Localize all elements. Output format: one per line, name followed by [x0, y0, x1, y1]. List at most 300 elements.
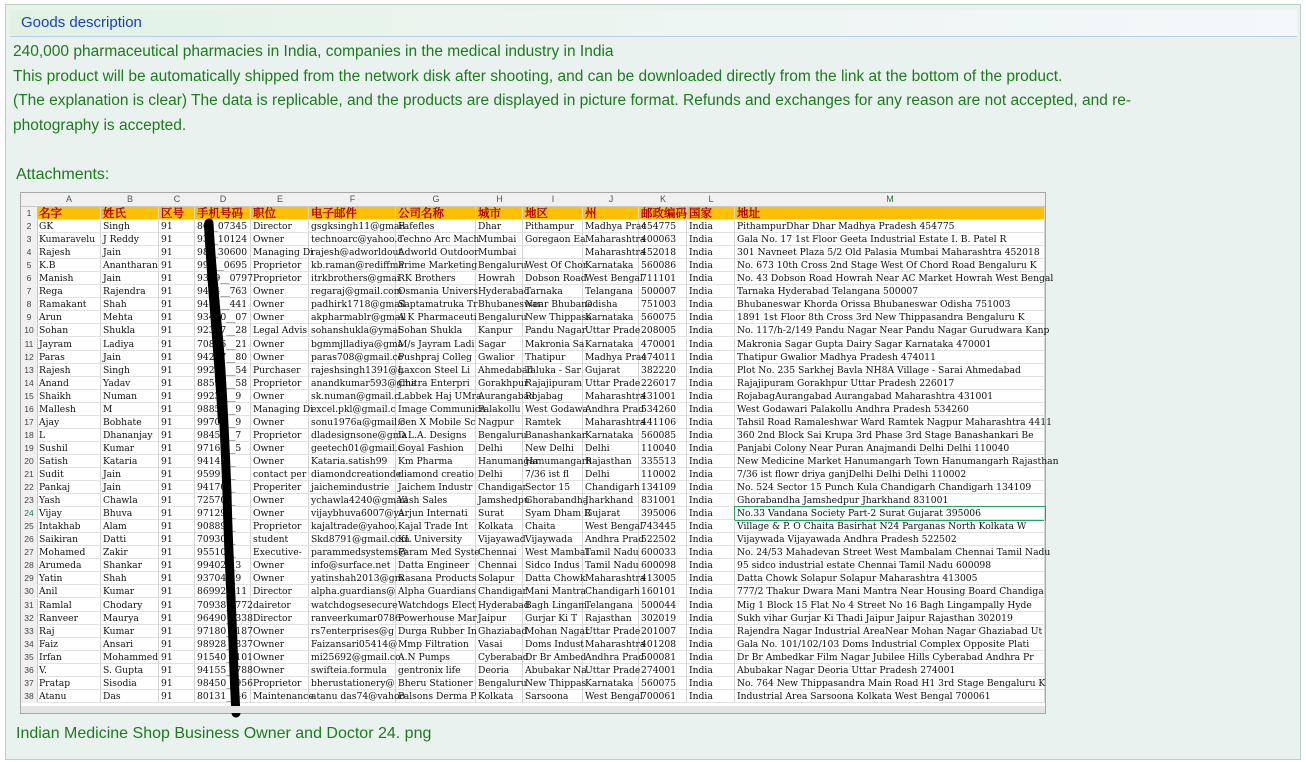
table-cell: India	[687, 481, 735, 494]
table-cell: Bhubaneswar	[478, 299, 542, 311]
table-cell: No. 764 New Thippasandra Main Road H1 3rd Stage Bengaluru K	[737, 677, 1046, 689]
table-cell: Owner	[251, 625, 309, 638]
table-cell: 91	[159, 259, 195, 272]
table-cell: Singh	[101, 364, 159, 377]
table-cell: Owner	[251, 559, 309, 572]
column-letter-e: E	[276, 194, 283, 204]
column-header-bar	[21, 193, 1045, 207]
table-cell: Karnataka	[583, 677, 639, 690]
table-cell: 470001	[639, 338, 687, 351]
table-cell: 500044	[639, 599, 687, 612]
table-cell: Ghorabandha	[525, 495, 589, 507]
table-cell: India	[687, 272, 735, 285]
table-cell: Purchaser	[251, 364, 309, 377]
table-row	[21, 220, 1045, 233]
table-cell: Chodary	[101, 599, 159, 612]
table-cell: 91	[159, 351, 195, 364]
table-cell: India	[687, 677, 735, 690]
table-cell: 91	[159, 533, 195, 546]
table-cell: Kumaravelu	[37, 233, 101, 246]
table-cell: Atanu	[37, 690, 101, 703]
table-cell: Goregaon Ea	[525, 234, 586, 246]
table-cell: Plot No. 235 Sarkhej Bavla NH8A Village - Sarai Ahmedabad	[735, 364, 1045, 377]
table-cell: 751003	[639, 298, 687, 311]
table-cell: Numan	[101, 390, 159, 403]
table-row	[21, 559, 1045, 572]
table-cell: No. 43 Dobson Road Howrah Near AC Market Howrah West Bengal	[737, 273, 1054, 285]
table-cell: Shah	[101, 298, 159, 311]
table-cell: 91	[159, 390, 195, 403]
row-number: 10	[21, 324, 38, 337]
table-cell: Osmania Univers	[398, 286, 479, 298]
table-cell: 88595__58	[195, 377, 251, 390]
table-cell: Mohamed	[37, 546, 101, 559]
row-number: 6	[21, 272, 38, 285]
table-cell: Jayram	[37, 338, 101, 351]
header-cell: 手机号码	[195, 207, 251, 220]
table-cell: Sector 15	[523, 481, 583, 494]
table-cell: Thatipur	[523, 351, 583, 364]
table-cell: kb.raman@rediffma	[311, 260, 404, 272]
table-cell: Watchdogs Elect	[398, 599, 476, 611]
row-number: 8	[21, 298, 38, 311]
table-cell: itrkbrothers@gmai	[311, 273, 400, 285]
table-row	[21, 246, 1045, 259]
table-cell: 96490__338	[197, 612, 253, 624]
table-cell: Telangana	[583, 285, 639, 298]
attachments-label: Attachments:	[16, 166, 110, 183]
table-cell: 91	[159, 585, 195, 598]
table-cell: 99702__9	[195, 416, 251, 429]
table-cell: Kumar	[101, 625, 159, 638]
table-cell: diamond creatio	[396, 468, 476, 481]
table-cell: 98__30600	[195, 246, 251, 259]
table-cell: Owner	[251, 416, 309, 429]
table-cell: Uttar Prade	[585, 625, 641, 637]
table-cell: India	[687, 520, 735, 533]
table-cell: 201007	[639, 625, 687, 638]
table-cell: 72570__	[195, 494, 251, 507]
table-cell: Kumar	[101, 585, 159, 598]
table-cell: Jain	[101, 246, 159, 259]
table-cell: Rajendra	[101, 285, 159, 298]
table-cell: Solapur	[476, 572, 523, 585]
table-cell: Chawla	[101, 494, 159, 507]
description-line: (The explanation is clear) The data is replicable, and the products are displayed in picture format. Refunds and exchanges for any reason are not accepted, and re-	[13, 92, 1132, 109]
table-cell: Maurya	[101, 612, 159, 625]
table-cell: alpha.guardians@	[311, 586, 396, 598]
table-cell: Jharkhand	[583, 494, 639, 507]
table-cell: 90889__	[195, 520, 251, 533]
table-cell: Village & P. O Chaita Basirhat N24 Parganas North Kolkata W	[735, 520, 1045, 533]
description-line: 240,000 pharmaceutical pharmacies in India, companies in the medical industry in India	[13, 43, 614, 60]
table-cell: Taluka - Sar	[523, 364, 583, 377]
table-cell: Sushil	[37, 442, 101, 455]
table-cell: 86992__11	[195, 585, 251, 598]
row-number: 3	[21, 233, 38, 246]
table-cell: Bagh Lingam	[525, 599, 587, 611]
table-cell: Yadav	[101, 377, 159, 390]
table-cell: India	[687, 638, 735, 651]
table-cell: 360 2nd Block Sai Krupa 3rd Phase 3rd Stage Banashankari Be	[735, 429, 1045, 442]
table-cell: India	[687, 585, 735, 598]
table-cell: Rajasthan	[583, 612, 639, 625]
table-cell: swifteia.formula	[309, 664, 396, 677]
table-cell: Kataria.satish99	[309, 455, 396, 468]
table-cell: 86__07345	[195, 220, 251, 233]
table-cell: gentronix life	[396, 664, 476, 677]
table-cell: India	[687, 572, 735, 585]
table-cell: Maharashtra	[585, 573, 646, 585]
table-row	[21, 442, 1045, 455]
table-cell: Yash Sales	[396, 494, 476, 507]
table-cell: Uttar Prade	[585, 377, 641, 389]
table-cell: 97180__187	[197, 625, 253, 637]
table-cell: Proprietor	[251, 377, 309, 390]
table-cell: Palsons Derma P	[398, 690, 477, 702]
table-row	[21, 364, 1045, 377]
table-cell: 401208	[639, 638, 687, 651]
table-cell: rs7enterprises@g	[309, 625, 396, 638]
table-cell: 95 sidco industrial estate Chennai Tamil Nadu 600098	[735, 559, 1045, 572]
table-cell: 98928__337	[197, 638, 253, 650]
table-cell: Proprietor	[251, 272, 309, 285]
table-cell: India	[687, 233, 735, 246]
table-cell: Skd8791@gmail.com	[311, 534, 410, 546]
table-row	[21, 612, 1045, 625]
table-cell: 301 Navneet Plaza 5/2 Old Palasia Mumbai Maharashtra 452018	[735, 246, 1045, 259]
table-cell: 91	[159, 403, 195, 416]
table-cell: Properiter	[251, 481, 309, 494]
table-cell: 91	[159, 455, 195, 468]
table-cell: Kumar	[101, 442, 159, 455]
table-row	[21, 572, 1045, 585]
table-cell: New Delhi	[523, 442, 583, 455]
table-cell: Cyberabad	[478, 651, 529, 663]
table-row	[21, 324, 1050, 337]
column-letter-g: G	[432, 194, 440, 204]
table-cell: Yash	[37, 494, 101, 507]
table-cell: parammedsystems@	[311, 547, 408, 559]
table-cell: India	[687, 246, 735, 259]
table-cell: 91	[159, 507, 195, 520]
table-cell: 452018	[639, 246, 687, 259]
table-cell: kajaltrade@yahoo.	[311, 521, 398, 533]
table-cell: Gwalior	[476, 351, 523, 364]
table-row	[21, 481, 1045, 494]
table-cell: Anantharan	[103, 260, 158, 272]
table-cell: 208005	[639, 324, 687, 337]
table-cell: 441106	[639, 416, 687, 429]
table-cell: 560075	[639, 311, 687, 324]
table-cell: 99232__9	[195, 390, 251, 403]
table-cell: 70930__	[195, 533, 251, 546]
row-number: 16	[21, 403, 38, 416]
header-cell: 邮政编码	[641, 206, 687, 220]
table-cell: Mehta	[101, 311, 159, 324]
table-cell: Legal Advis	[253, 325, 308, 337]
table-cell: 600098	[639, 559, 687, 572]
header-cell: 区号	[159, 207, 195, 220]
table-cell: Director	[251, 612, 309, 625]
table-cell: 474011	[639, 351, 687, 364]
row-number: 23	[21, 494, 38, 507]
table-row	[21, 546, 1051, 559]
table-cell: 335513	[639, 455, 687, 468]
table-cell: Maharashtra	[585, 390, 646, 402]
attachment-image-spreadsheet[interactable]	[20, 192, 1059, 714]
table-cell: Chaita	[523, 520, 583, 533]
table-row	[21, 338, 1045, 351]
table-cell: Hanumangar	[478, 455, 540, 467]
table-cell: Proprietor	[251, 677, 309, 690]
table-cell: Delhi	[476, 468, 523, 481]
table-cell: 98450__956	[197, 677, 253, 689]
column-letter-d: D	[219, 194, 227, 204]
table-cell: 94170__	[195, 481, 251, 494]
table-cell: RojabagAurangabad Aurangabad Maharashtra 431001	[735, 390, 1045, 403]
table-cell: Uttar Prade	[585, 325, 641, 337]
sheet-header-row	[21, 207, 1045, 220]
table-cell: 70938__772	[197, 599, 253, 611]
row-number: 29	[21, 572, 38, 585]
table-cell: sk.numan@gmail.c	[311, 390, 400, 402]
row-number: 20	[21, 455, 38, 468]
table-cell: Saptamatruka Tr	[398, 299, 478, 311]
table-cell: Chennai	[476, 559, 523, 572]
table-row	[21, 351, 1045, 364]
table-cell: Owner	[251, 351, 309, 364]
row-number: 38	[21, 690, 38, 703]
table-cell: ychawla4240@gmail	[311, 495, 408, 507]
table-row	[21, 507, 1045, 520]
table-cell: Howrah	[476, 272, 523, 285]
table-cell: Aurangabad	[478, 390, 535, 402]
table-cell: West Bengal	[585, 273, 643, 285]
table-cell: Fafefles	[396, 220, 476, 233]
table-cell: mi25692@gmail.co	[311, 651, 401, 663]
table-cell: Alpha Guardians	[398, 586, 476, 598]
table-cell: Pankaj	[37, 481, 101, 494]
row-number: 1	[21, 207, 38, 220]
table-cell: Zakir	[101, 546, 159, 559]
table-row	[21, 664, 1045, 677]
goods-description-body	[13, 40, 1298, 160]
table-cell: West Of Chor	[525, 260, 588, 272]
table-cell: KL University	[396, 533, 476, 546]
row-number: 5	[21, 259, 38, 272]
table-row	[21, 311, 1045, 324]
table-cell: 700061	[639, 690, 687, 703]
table-cell: Shah	[101, 572, 159, 585]
table-cell: Bobhate	[101, 416, 159, 429]
table-cell: India	[687, 559, 735, 572]
table-cell: Sidco Indus	[523, 559, 583, 572]
table-cell: S. Gupta	[101, 664, 159, 677]
table-cell: 274001	[639, 664, 687, 677]
table-cell: India	[687, 442, 735, 455]
table-cell: India	[687, 599, 735, 612]
table-cell: Labbek Haj UMra	[398, 390, 482, 402]
table-cell: 91	[159, 246, 195, 259]
table-cell: 91	[159, 546, 195, 559]
table-cell: Owner	[251, 298, 309, 311]
table-cell: Sohan	[37, 324, 101, 337]
table-cell: India	[687, 220, 735, 233]
table-cell: Sagar	[476, 338, 523, 351]
table-cell: Bheru Stationer	[396, 677, 476, 690]
table-cell: Owner	[251, 638, 309, 651]
table-cell: Vijaywada Vijayawada Andhra Pradesh 522502	[735, 533, 1045, 546]
table-cell: Sisodia	[101, 677, 159, 690]
table-cell: 99252__54	[195, 364, 251, 377]
table-cell: No. 673 10th Cross 2nd Stage West Of Chord Road Bengaluru K	[735, 259, 1045, 272]
table-cell: D.L.A. Designs	[396, 429, 476, 442]
table-row	[21, 416, 1052, 429]
table-cell: Owner	[251, 664, 309, 677]
table-row	[21, 272, 1054, 285]
table-cell: bgmmjlladiya@gma	[311, 338, 404, 350]
table-cell: Maharashtra	[585, 234, 646, 246]
table-cell: Chandigarh	[585, 482, 640, 494]
table-cell: Alam	[101, 520, 159, 533]
table-row	[21, 638, 1045, 651]
column-letter-h: H	[496, 194, 503, 204]
table-cell: Karnataka	[583, 429, 639, 442]
row-number: 9	[21, 311, 38, 324]
table-cell: Goyal Fashion	[396, 442, 476, 455]
table-cell: watchdogsesecure	[311, 599, 398, 611]
table-cell: Sukh vihar Gurjar Ki Thadi Jaipur Jaipur Rajasthan 302019	[735, 612, 1045, 625]
table-cell: 711101	[639, 272, 687, 285]
column-letter-k: K	[659, 194, 666, 204]
table-cell: student	[251, 533, 309, 546]
table-cell: 534260	[639, 403, 687, 416]
table-cell: Owner	[251, 442, 309, 455]
table-cell: Ghaziabad	[478, 625, 528, 637]
header-cell: 地区	[523, 207, 583, 220]
table-cell: Ghorabandha Jamshedpur Jharkhand 831001	[735, 494, 1045, 507]
table-cell: 97129__	[195, 507, 251, 520]
table-cell: Ansari	[101, 638, 159, 651]
table-cell: 400063	[639, 233, 687, 246]
table-cell: rajesh@adworldout	[311, 247, 403, 259]
table-cell: West Godawari Palakollu Andhra Pradesh 534260	[735, 403, 1045, 416]
header-cell: 姓氏	[101, 207, 159, 220]
table-cell: 600033	[639, 546, 687, 559]
table-cell: Proprietor	[251, 259, 309, 272]
table-cell: Banashankar	[525, 429, 587, 441]
table-cell: Owner	[251, 651, 309, 664]
table-cell: 91	[159, 416, 195, 429]
table-cell: 91	[159, 364, 195, 377]
row-number: 37	[21, 677, 38, 690]
table-row	[21, 690, 1045, 703]
table-cell: Ranveer	[37, 612, 101, 625]
table-cell: Owner	[251, 285, 309, 298]
table-cell: Karnataka	[583, 338, 639, 351]
table-cell: ranveerkumar0786	[311, 612, 401, 624]
column-letter-a: A	[65, 194, 72, 204]
row-number: 27	[21, 546, 38, 559]
column-letter-f: F	[349, 194, 356, 204]
table-cell: 500081	[639, 651, 687, 664]
table-cell: Vasai	[476, 638, 523, 651]
table-cell: Faiz	[37, 638, 101, 651]
table-cell: Abubakar Na	[525, 664, 587, 676]
table-cell: Telangana	[583, 599, 639, 612]
table-cell: 1891 1st Floor 8th Cross 3rd New Thippasandra Bengaluru K	[735, 311, 1045, 324]
header-cell: 城市	[476, 207, 523, 220]
table-cell: Deoria	[476, 664, 523, 677]
table-cell	[523, 246, 583, 259]
table-cell: Mallesh	[37, 403, 101, 416]
table-cell: Ramtek	[523, 416, 583, 429]
table-cell: Bhuva	[101, 507, 159, 520]
table-cell: Adworld Outdoor	[398, 247, 479, 259]
table-cell: Odisha	[583, 298, 639, 311]
table-cell: Anil	[37, 585, 101, 598]
table-cell: atanu das74@vahoo	[311, 690, 406, 702]
header-cell: 电子邮件	[309, 207, 396, 220]
table-cell: 560075	[639, 677, 687, 690]
table-cell: Mohan Nagar	[525, 625, 590, 637]
table-cell: India	[687, 311, 735, 324]
table-cell: Pratap	[37, 677, 101, 690]
table-cell: Ramlal	[37, 599, 101, 612]
table-cell: India	[687, 285, 735, 298]
table-cell: J Reddy	[101, 233, 159, 246]
row-number: 4	[21, 246, 38, 259]
table-cell: 91	[159, 311, 195, 324]
table-cell: 91	[159, 285, 195, 298]
table-cell: M	[101, 403, 159, 416]
table-cell: India	[687, 494, 735, 507]
table-cell: Pithampur	[523, 220, 583, 233]
table-cell: Irfan	[37, 651, 101, 664]
table-cell: Raj	[37, 625, 101, 638]
table-cell: Dhananjay	[101, 429, 159, 442]
table-cell: New Thippasa	[525, 312, 592, 324]
row-number: 19	[21, 442, 38, 455]
table-cell: 91	[159, 677, 195, 690]
table-cell: Das	[101, 690, 159, 703]
table-cell: 91	[159, 599, 195, 612]
table-cell: Director	[251, 220, 309, 233]
table-cell: geetech01@gmail.c	[311, 442, 403, 454]
column-letter-l: L	[708, 194, 714, 204]
column-letter-b: B	[126, 194, 133, 204]
table-cell: Hanumangarh	[525, 455, 593, 467]
table-cell: 110002	[639, 468, 687, 481]
table-row	[21, 677, 1045, 690]
table-cell: Executive-	[251, 546, 309, 559]
table-cell: 7/36 ist fl	[523, 468, 583, 481]
header-cell: 国家	[687, 207, 735, 220]
table-cell: 226017	[639, 377, 687, 390]
row-number: 7	[21, 285, 38, 298]
table-cell: Kajal Trade Int	[396, 520, 476, 533]
table-cell: Gorakhpur	[478, 377, 529, 389]
description-line: photography is accepted.	[13, 116, 187, 134]
table-cell: No. 24/53 Mahadevan Street West Mambalam Chennai Tamil Nadu	[737, 547, 1051, 559]
table-cell: Saikiran	[37, 533, 101, 546]
table-cell: GK	[37, 220, 101, 233]
table-cell: Jaipur	[476, 612, 523, 625]
table-cell: Tarnaka	[523, 285, 583, 298]
table-cell: Dr Br Ambedkar Film Nagar Jubilee Hills Cyberabad Andhra Pr	[735, 651, 1045, 664]
table-cell: paras708@gmail.co	[311, 351, 404, 363]
